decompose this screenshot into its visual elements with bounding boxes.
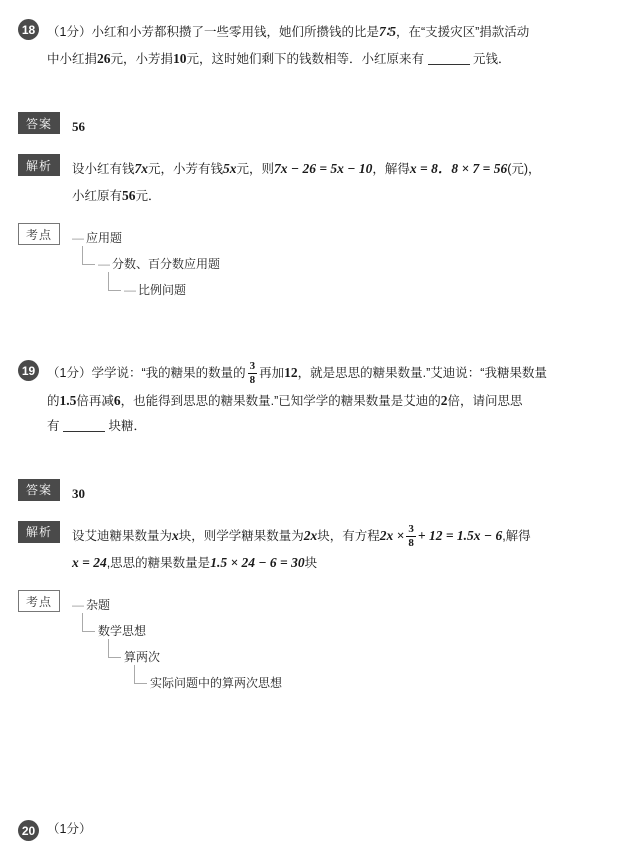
analysis-final-calc: 1.5 × 24 − 6 = 30 xyxy=(210,555,305,571)
stem-text-a: 小红和小芳都积攒了一些零用钱，她们所攒钱的比是 xyxy=(91,25,379,39)
question-score: （1分） xyxy=(47,822,92,836)
analysis-row xyxy=(18,521,598,577)
question-block-18 xyxy=(18,18,598,303)
tree-node xyxy=(72,670,282,696)
tree-dash-icon: — xyxy=(98,257,110,271)
tree-connector-icon xyxy=(82,613,95,632)
fraction-denominator: 8 xyxy=(249,374,256,387)
analysis-number-56: 56 xyxy=(122,188,136,203)
fraction-numerator: 3 xyxy=(249,360,256,373)
stem-number-1-5: 1.5 xyxy=(59,392,77,408)
analysis-text-f: 小红原有 xyxy=(72,189,123,203)
question-header xyxy=(18,18,598,72)
answer-row xyxy=(18,112,598,140)
analysis-tag: 解析 xyxy=(18,521,60,543)
analysis-solution-x: x = 24 xyxy=(72,555,107,571)
tree-node-label: 应用题 xyxy=(86,231,123,245)
tree-node-label: 比例问题 xyxy=(138,283,187,297)
analysis-tag: 解析 xyxy=(18,154,60,176)
tree-node xyxy=(72,251,220,277)
point-row xyxy=(18,590,598,696)
analysis-text-a: 设艾迪糖果数量为 xyxy=(72,528,173,543)
analysis-equation-rest: + 12 = 1.5x − 6 xyxy=(417,527,503,543)
tree-node xyxy=(72,644,282,670)
question-score: （1分） xyxy=(47,25,92,39)
analysis-row xyxy=(18,154,598,209)
stem-text-f: ，也能得到思思的糖果数量.”已知学学的糖果数量是艾迪的 xyxy=(120,393,441,408)
analysis-var-x: x xyxy=(172,527,179,543)
stem-text-c: 中小红捐 xyxy=(47,52,98,66)
stem-text-i: 块糖． xyxy=(108,418,146,433)
answer-tag: 答案 xyxy=(18,112,60,134)
stem-text-b: ，在“支援灾区”捐款活动 xyxy=(395,25,530,39)
fraction-denominator: 8 xyxy=(408,536,414,549)
stem-number-12: 12 xyxy=(284,365,298,380)
knowledge-tree xyxy=(72,590,282,696)
tree-node-label: 分数、百分数应用题 xyxy=(112,257,221,271)
stem-text-b: 再加 xyxy=(259,366,285,380)
tree-node-label: 杂题 xyxy=(86,598,111,613)
tree-connector-icon xyxy=(82,246,95,265)
tree-dash-icon: — xyxy=(72,231,84,245)
question-score: （1分） xyxy=(47,366,92,380)
tree-node xyxy=(72,592,282,618)
stem-number-6: 6 xyxy=(113,392,121,408)
tree-node-label: 实际问题中的算两次思想 xyxy=(150,676,283,691)
question-number-badge: 19 xyxy=(18,360,39,381)
tree-node-label: 数学思想 xyxy=(98,624,147,639)
question-number-badge: 20 xyxy=(18,820,39,841)
stem-number-26: 26 xyxy=(97,51,111,66)
tree-connector-icon xyxy=(108,639,121,658)
answer-row xyxy=(18,479,598,507)
tree-node xyxy=(72,618,282,644)
question-stem xyxy=(47,18,598,72)
fraction-three-eighths xyxy=(406,523,416,549)
answer-tag: 答案 xyxy=(18,479,60,501)
tree-dash-icon: — xyxy=(72,598,84,613)
analysis-text-d: ,解得 xyxy=(502,528,531,543)
analysis-expr-2x: 2x xyxy=(303,527,318,543)
stem-text-d: 的 xyxy=(47,393,60,408)
tree-node xyxy=(72,277,220,303)
tree-dash-icon: — xyxy=(124,283,136,297)
point-row xyxy=(18,223,598,303)
analysis-text-c: 块，有方程 xyxy=(317,528,380,543)
analysis-expr-5x: 5x xyxy=(223,161,237,176)
analysis-text-c: 元，则 xyxy=(236,162,275,176)
analysis-text-e: (元)， xyxy=(507,162,541,176)
stem-number-2: 2 xyxy=(440,392,448,408)
analysis-body xyxy=(72,154,598,209)
tree-node-label: 算两次 xyxy=(124,650,161,665)
stem-text-h: 有 xyxy=(47,418,60,433)
fraction-three-eighths xyxy=(248,360,258,386)
answer-blank xyxy=(63,431,105,432)
analysis-expr-7x: 7x xyxy=(134,161,149,176)
question-stem xyxy=(47,819,598,839)
analysis-text-g: 元． xyxy=(135,189,161,203)
answer-value: 56 xyxy=(72,119,85,134)
stem-text-d: 元，小芳捐 xyxy=(110,52,174,66)
analysis-text-b: 块，则学学糖果数量为 xyxy=(178,528,304,543)
question-block-20 xyxy=(18,819,598,841)
analysis-equation-2: x = 8．8 × 7 = 56 xyxy=(409,161,508,176)
knowledge-tree xyxy=(72,223,220,303)
question-header xyxy=(18,819,598,841)
question-number-badge: 18 xyxy=(18,19,39,40)
tree-connector-icon xyxy=(108,272,121,291)
stem-text-a: 学学说：“我的糖果的数量的 xyxy=(91,366,246,380)
stem-number-10: 10 xyxy=(173,51,187,66)
stem-text-g: 倍，请问思思 xyxy=(447,393,523,408)
question-block-19 xyxy=(18,359,598,696)
analysis-expr-2x-times: 2x × xyxy=(379,527,405,543)
analysis-text-e: ,思思的糖果数量是 xyxy=(106,556,211,571)
question-header xyxy=(18,359,598,439)
point-tag: 考点 xyxy=(18,223,60,245)
analysis-equation-1: 7x − 26 = 5x − 10 xyxy=(274,161,373,176)
question-stem xyxy=(47,359,598,439)
answer-value: 30 xyxy=(72,485,85,501)
tree-connector-icon xyxy=(134,665,147,684)
analysis-text-b: 元，小芳有钱 xyxy=(148,162,224,176)
stem-text-e: 倍再减 xyxy=(76,393,114,408)
stem-text-c: ，就是思思的糖果数量.”艾迪说：“我糖果数量 xyxy=(297,366,547,380)
stem-ratio: 7∶5 xyxy=(378,24,396,39)
analysis-text-f: 块 xyxy=(304,556,318,571)
fraction-numerator: 3 xyxy=(408,523,414,536)
answer-blank xyxy=(428,64,470,65)
analysis-text-a: 设小红有钱 xyxy=(72,162,135,176)
stem-text-e: 元，这时她们剩下的钱数相等．小红原来有 xyxy=(186,52,425,66)
analysis-body xyxy=(72,521,598,577)
point-tag: 考点 xyxy=(18,590,60,612)
analysis-text-d: ，解得 xyxy=(372,162,410,176)
stem-text-f: 元钱． xyxy=(473,52,511,66)
